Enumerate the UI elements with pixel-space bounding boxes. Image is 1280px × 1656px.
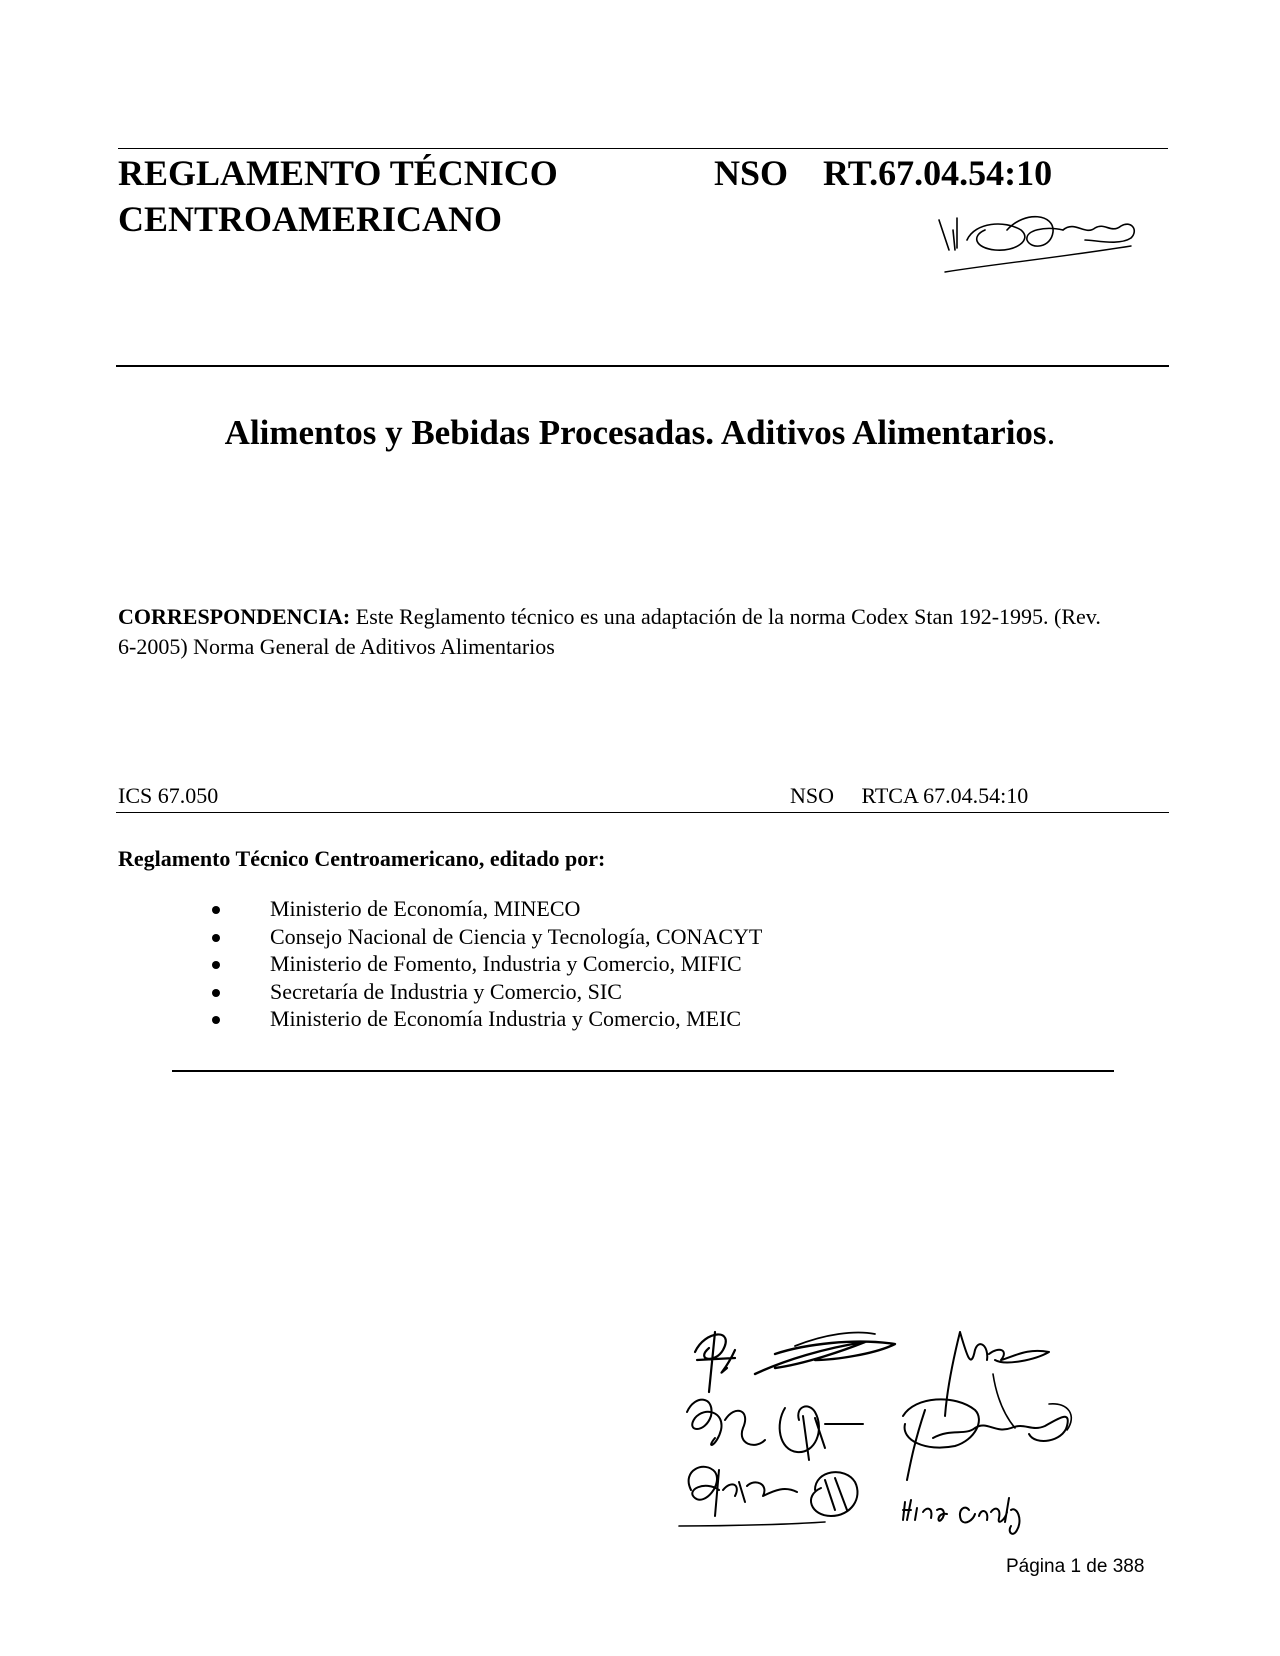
header-separator xyxy=(116,365,1169,367)
list-separator xyxy=(172,1070,1114,1072)
editor-name: Consejo Nacional de Ciencia y Tecnología, CONACYT xyxy=(270,923,763,949)
top-rule xyxy=(118,148,1168,149)
code-prefix: NSO xyxy=(714,153,789,193)
title-line-2: CENTROAMERICANO xyxy=(118,199,503,239)
reference-code xyxy=(790,783,1028,809)
heading-text: Alimentos y Bebidas Procesadas. Aditivos Alimentarios xyxy=(224,413,1047,452)
list-item xyxy=(200,978,762,1006)
bullet-icon xyxy=(212,1016,220,1024)
reference-rule xyxy=(116,812,1169,813)
editor-name: Ministerio de Economía Industria y Comercio, MEIC xyxy=(270,1006,742,1032)
editors-list xyxy=(200,895,762,1033)
correspondence-label: CORRESPONDENCIA: xyxy=(118,604,351,629)
list-item xyxy=(200,923,762,951)
title-line-1: REGLAMENTO TÉCNICO xyxy=(118,153,558,193)
edited-by-label: Reglamento Técnico Centroamericano, editado por: xyxy=(118,846,606,871)
page-number: Página 1 de 388 xyxy=(1006,1556,1145,1577)
signatures-block xyxy=(675,1320,1115,1550)
ics-code: ICS 67.050 xyxy=(118,783,219,808)
document-title xyxy=(118,150,558,242)
bullet-icon xyxy=(212,934,220,942)
editor-name: Ministerio de Economía, MINECO xyxy=(270,896,581,921)
document-heading xyxy=(0,413,1280,453)
header-signature xyxy=(935,200,1145,280)
correspondence-paragraph xyxy=(118,602,1118,662)
editor-name: Secretaría de Industria y Comercio, SIC xyxy=(270,978,622,1004)
bullet-icon xyxy=(212,961,220,969)
bullet-icon xyxy=(212,989,220,997)
heading-period: . xyxy=(1046,413,1056,452)
reference-value: RTCA 67.04.54:10 xyxy=(861,783,1029,808)
list-item xyxy=(200,950,762,978)
bullet-icon xyxy=(212,906,220,914)
list-item xyxy=(200,895,762,923)
reference-prefix: NSO xyxy=(790,783,835,808)
correspondence-text: Este Reglamento técnico es una adaptación de la norma Codex Stan 192-1995. (Rev. 6-2005) Norma General de Aditivos Alimentarios xyxy=(118,604,1101,659)
document-code xyxy=(714,150,1052,196)
code-value: RT.67.04.54:10 xyxy=(823,153,1053,193)
editor-name: Ministerio de Fomento, Industria y Comercio, MIFIC xyxy=(270,951,742,977)
list-item xyxy=(200,1005,762,1033)
